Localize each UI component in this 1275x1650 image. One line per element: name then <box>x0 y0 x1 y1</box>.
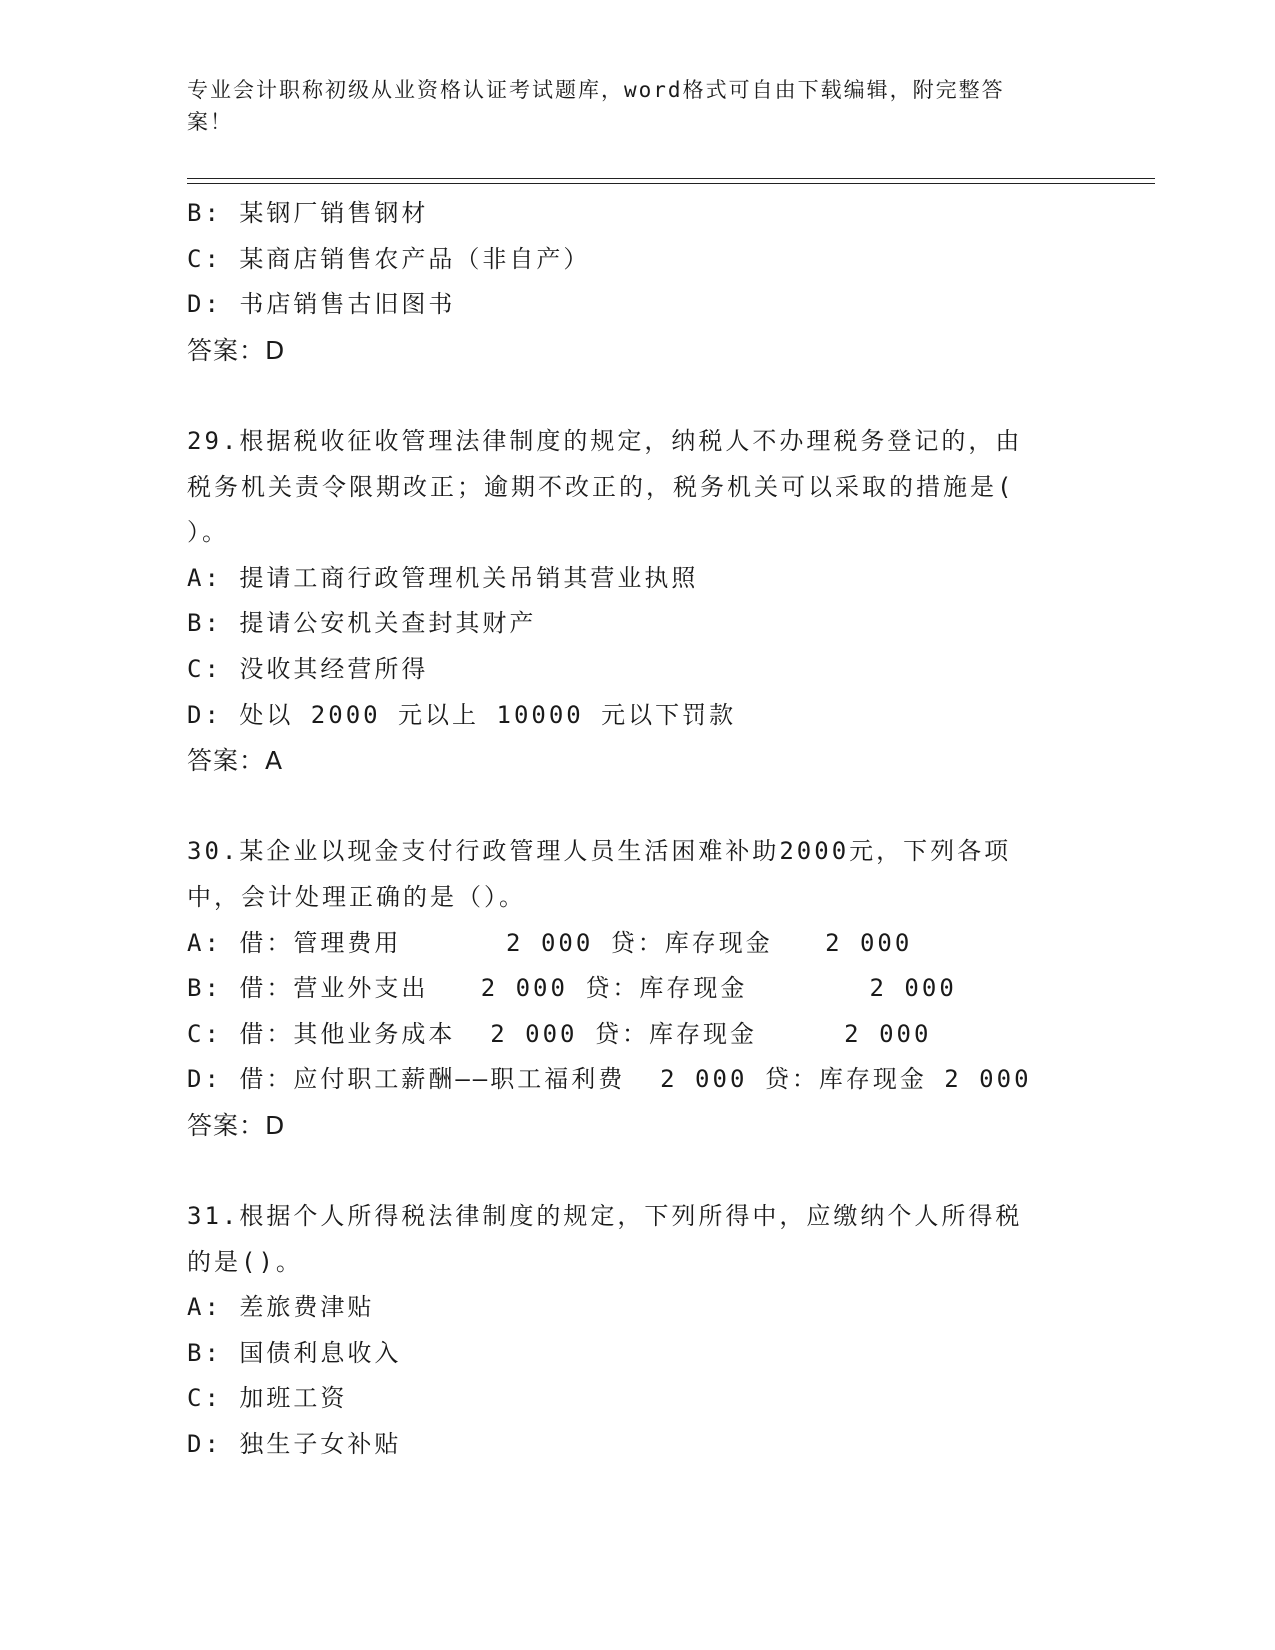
option-d: D: 处以 2000 元以上 10000 元以下罚款 <box>187 700 737 729</box>
question-28-continuation <box>187 191 1087 373</box>
question-stem-line: 29.根据税收征收管理法律制度的规定，纳税人不办理税务登记的，由 <box>187 426 1023 455</box>
option-c: C: 借：其他业务成本 2 000 贷：库存现金 2 000 <box>187 1019 932 1048</box>
header-line-2: 案！ <box>187 110 233 134</box>
question-stem-line: 31.根据个人所得税法律制度的规定，下列所得中，应缴纳个人所得税 <box>187 1202 1023 1231</box>
question-stem-line: 30.某企业以现金支付行政管理人员生活困难补助2000元，下列各项 <box>187 837 1012 866</box>
document-body <box>187 191 1087 1468</box>
header-line-1: 专业会计职称初级从业资格认证考试题库，word格式可自由下载编辑，附完整答 <box>187 78 1005 102</box>
answer-line: 答案：D <box>187 1110 286 1140</box>
question-31 <box>187 1194 1087 1468</box>
option-a: A: 提请工商行政管理机关吊销其营业执照 <box>187 563 699 592</box>
option-b: B: 借：营业外支出 2 000 贷：库存现金 2 000 <box>187 974 957 1003</box>
option-c: C: 没收其经营所得 <box>187 654 429 683</box>
option-a: A: 差旅费津贴 <box>187 1293 375 1322</box>
option-a: A: 借：管理费用 2 000 贷：库存现金 2 000 <box>187 928 913 957</box>
question-stem-line: ）。 <box>187 518 229 547</box>
option-d: D: 借：应付职工薪酬——职工福利费 2 000 贷：库存现金 2 000 <box>187 1065 1032 1094</box>
question-30 <box>187 829 1087 1148</box>
spacer <box>187 1148 1087 1194</box>
option-b: B: 提请公安机关查封其财产 <box>187 609 537 638</box>
answer-line: 答案：D <box>187 335 286 365</box>
option-c: C: 加班工资 <box>187 1384 348 1413</box>
option-b: B: 某钢厂销售钢材 <box>187 199 429 227</box>
option-b: B: 国债利息收入 <box>187 1338 402 1367</box>
option-d: D: 独生子女补贴 <box>187 1430 402 1459</box>
question-stem-line: 中，会计处理正确的是（）。 <box>187 882 526 911</box>
question-stem-line: 税务机关责令限期改正；逾期不改正的，税务机关可以采取的措施是( <box>187 472 1015 501</box>
question-stem-line: 的是()。 <box>187 1247 303 1276</box>
option-c: C: 某商店销售农产品（非自产） <box>187 244 591 273</box>
spacer <box>187 373 1087 419</box>
page-header <box>187 74 1067 138</box>
answer-line: 答案：A <box>187 746 284 776</box>
header-double-rule <box>187 178 1155 184</box>
question-29 <box>187 419 1087 784</box>
spacer <box>187 784 1087 830</box>
option-d: D: 书店销售古旧图书 <box>187 290 456 319</box>
